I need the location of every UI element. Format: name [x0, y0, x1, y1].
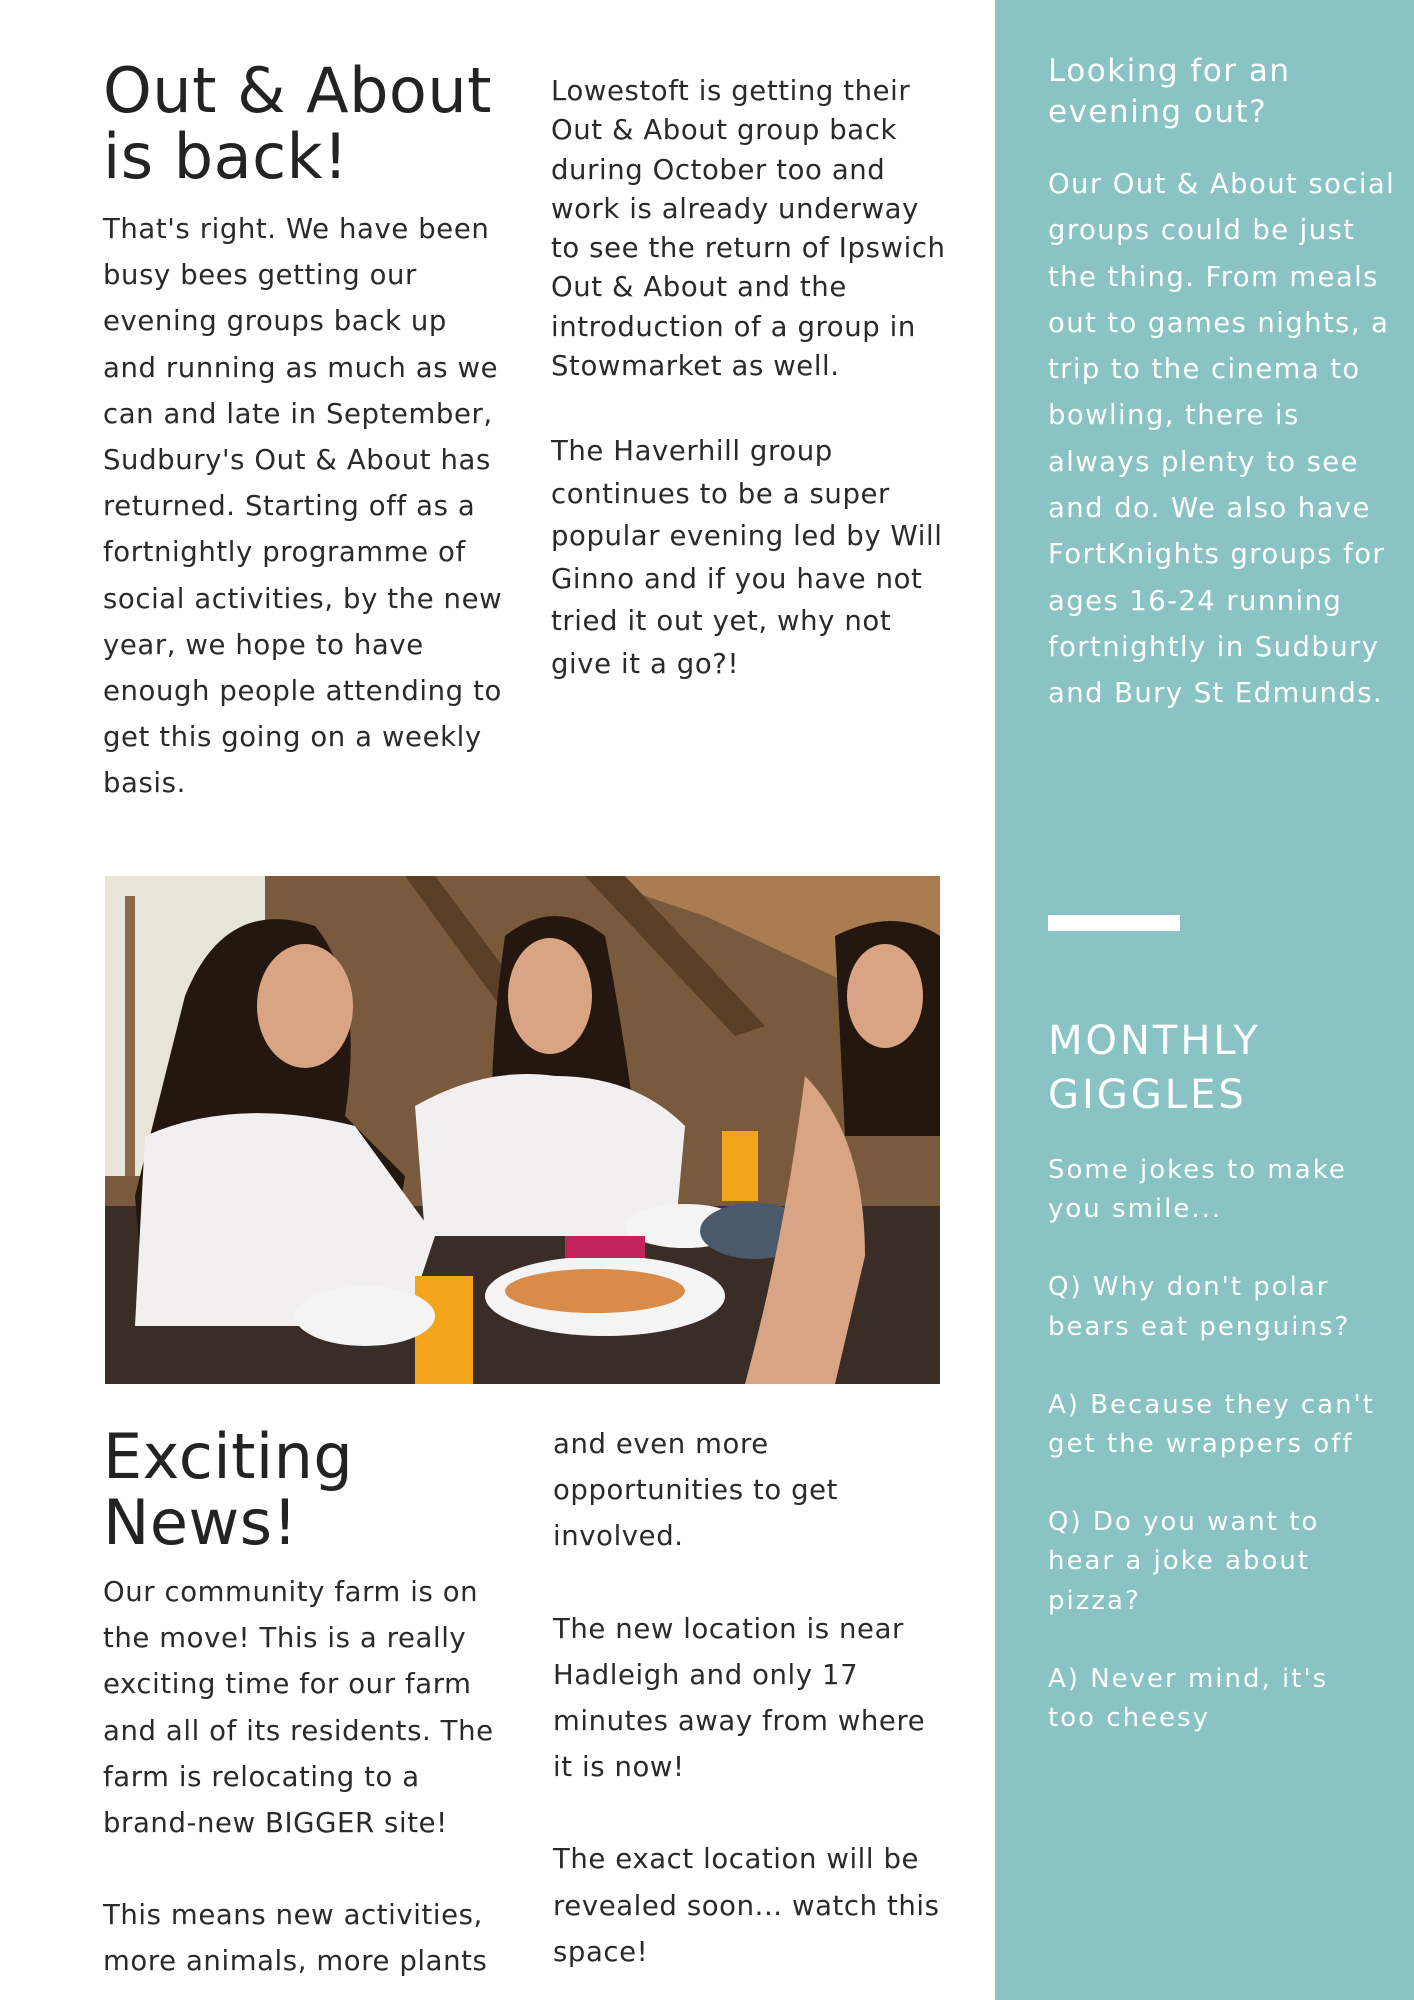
monthly-giggles-title	[1048, 1014, 1378, 1122]
title-line: Exciting	[103, 1420, 354, 1493]
title-line: GIGGLES	[1048, 1072, 1247, 1118]
article2-left-column	[103, 1569, 503, 1985]
paragraph: Lowestoft is getting their Out & About group back during October too and work is already underway to see the return of Ipswich Out & About and the introduction of a group in Stowmarket as well.	[551, 75, 946, 383]
jokes-intro: Some jokes to make you smile...	[1048, 1155, 1347, 1225]
paragraph: and even more opportunities to get involved.	[553, 1428, 839, 1553]
article-title-exciting-news	[103, 1420, 503, 1559]
juice-glass	[722, 1131, 758, 1201]
title-line: Out & About	[103, 54, 492, 127]
sidebar	[995, 0, 1414, 2000]
article2-right-column	[553, 1421, 953, 1975]
title-line: News!	[103, 1486, 298, 1559]
sidebar-heading: Looking for an evening out?	[1048, 53, 1291, 130]
paragraph: The exact location will be revealed soon... watch this space!	[553, 1843, 940, 1968]
paragraph: The Haverhill group continues to be a super popular evening led by Will Ginno and if you have not tried it out yet, why not give it a go?!	[551, 435, 943, 680]
joke-answer: A) Never mind, it's too cheesy	[1048, 1663, 1329, 1734]
face	[508, 938, 592, 1054]
paragraph: The new location is near Hadleigh and only 17 minutes away from where it is now!	[553, 1612, 926, 1784]
title-line: MONTHLY	[1048, 1018, 1261, 1064]
article1-right-column	[551, 72, 951, 729]
friends-dining-photo	[105, 876, 940, 1384]
jokes-list	[1048, 1151, 1378, 1777]
article1-left-column	[103, 206, 503, 807]
article-title-out-and-about	[103, 54, 503, 193]
joke-answer: A) Because they can't get the wrappers off	[1048, 1389, 1375, 1460]
paragraph: Our community farm is on the move! This is a really exciting time for our farm and all of its residents. The farm is relocating to a brand-new BIGGER site!	[103, 1576, 494, 1840]
face	[257, 944, 353, 1068]
plate	[295, 1286, 435, 1346]
title-line: is back!	[103, 120, 349, 193]
paragraph: Our Out & About social groups could be just the thing. From meals out to games nights, a trip to the cinema to bowling, there is always plenty to see and do. We also have FortKnights groups for ages 16-24 running fortnightly in Sudbury and Bury St Edmunds.	[1048, 168, 1396, 710]
face	[847, 944, 923, 1048]
photo-illustration	[105, 876, 940, 1384]
window-frame	[125, 896, 135, 1176]
pizza	[505, 1269, 685, 1313]
paragraph: This means new activities, more animals, more plants	[103, 1899, 488, 1978]
napkin	[565, 1236, 645, 1258]
joke-question: Q) Why don't polar bears eat penguins?	[1048, 1272, 1351, 1342]
joke-question: Q) Do you want to hear a joke about pizza?	[1048, 1507, 1320, 1616]
sidebar-text	[1048, 161, 1398, 717]
paragraph: That's right. We have been busy bees getting our evening groups back up and running as much as we can and late in September, Sudbury's Out & About has returned. Starting off as a fortnightly programme of social activities, by the new year, we hope to have enough people attending to get this going on a weekly basis.	[103, 213, 503, 800]
divider-bar	[1048, 915, 1180, 931]
